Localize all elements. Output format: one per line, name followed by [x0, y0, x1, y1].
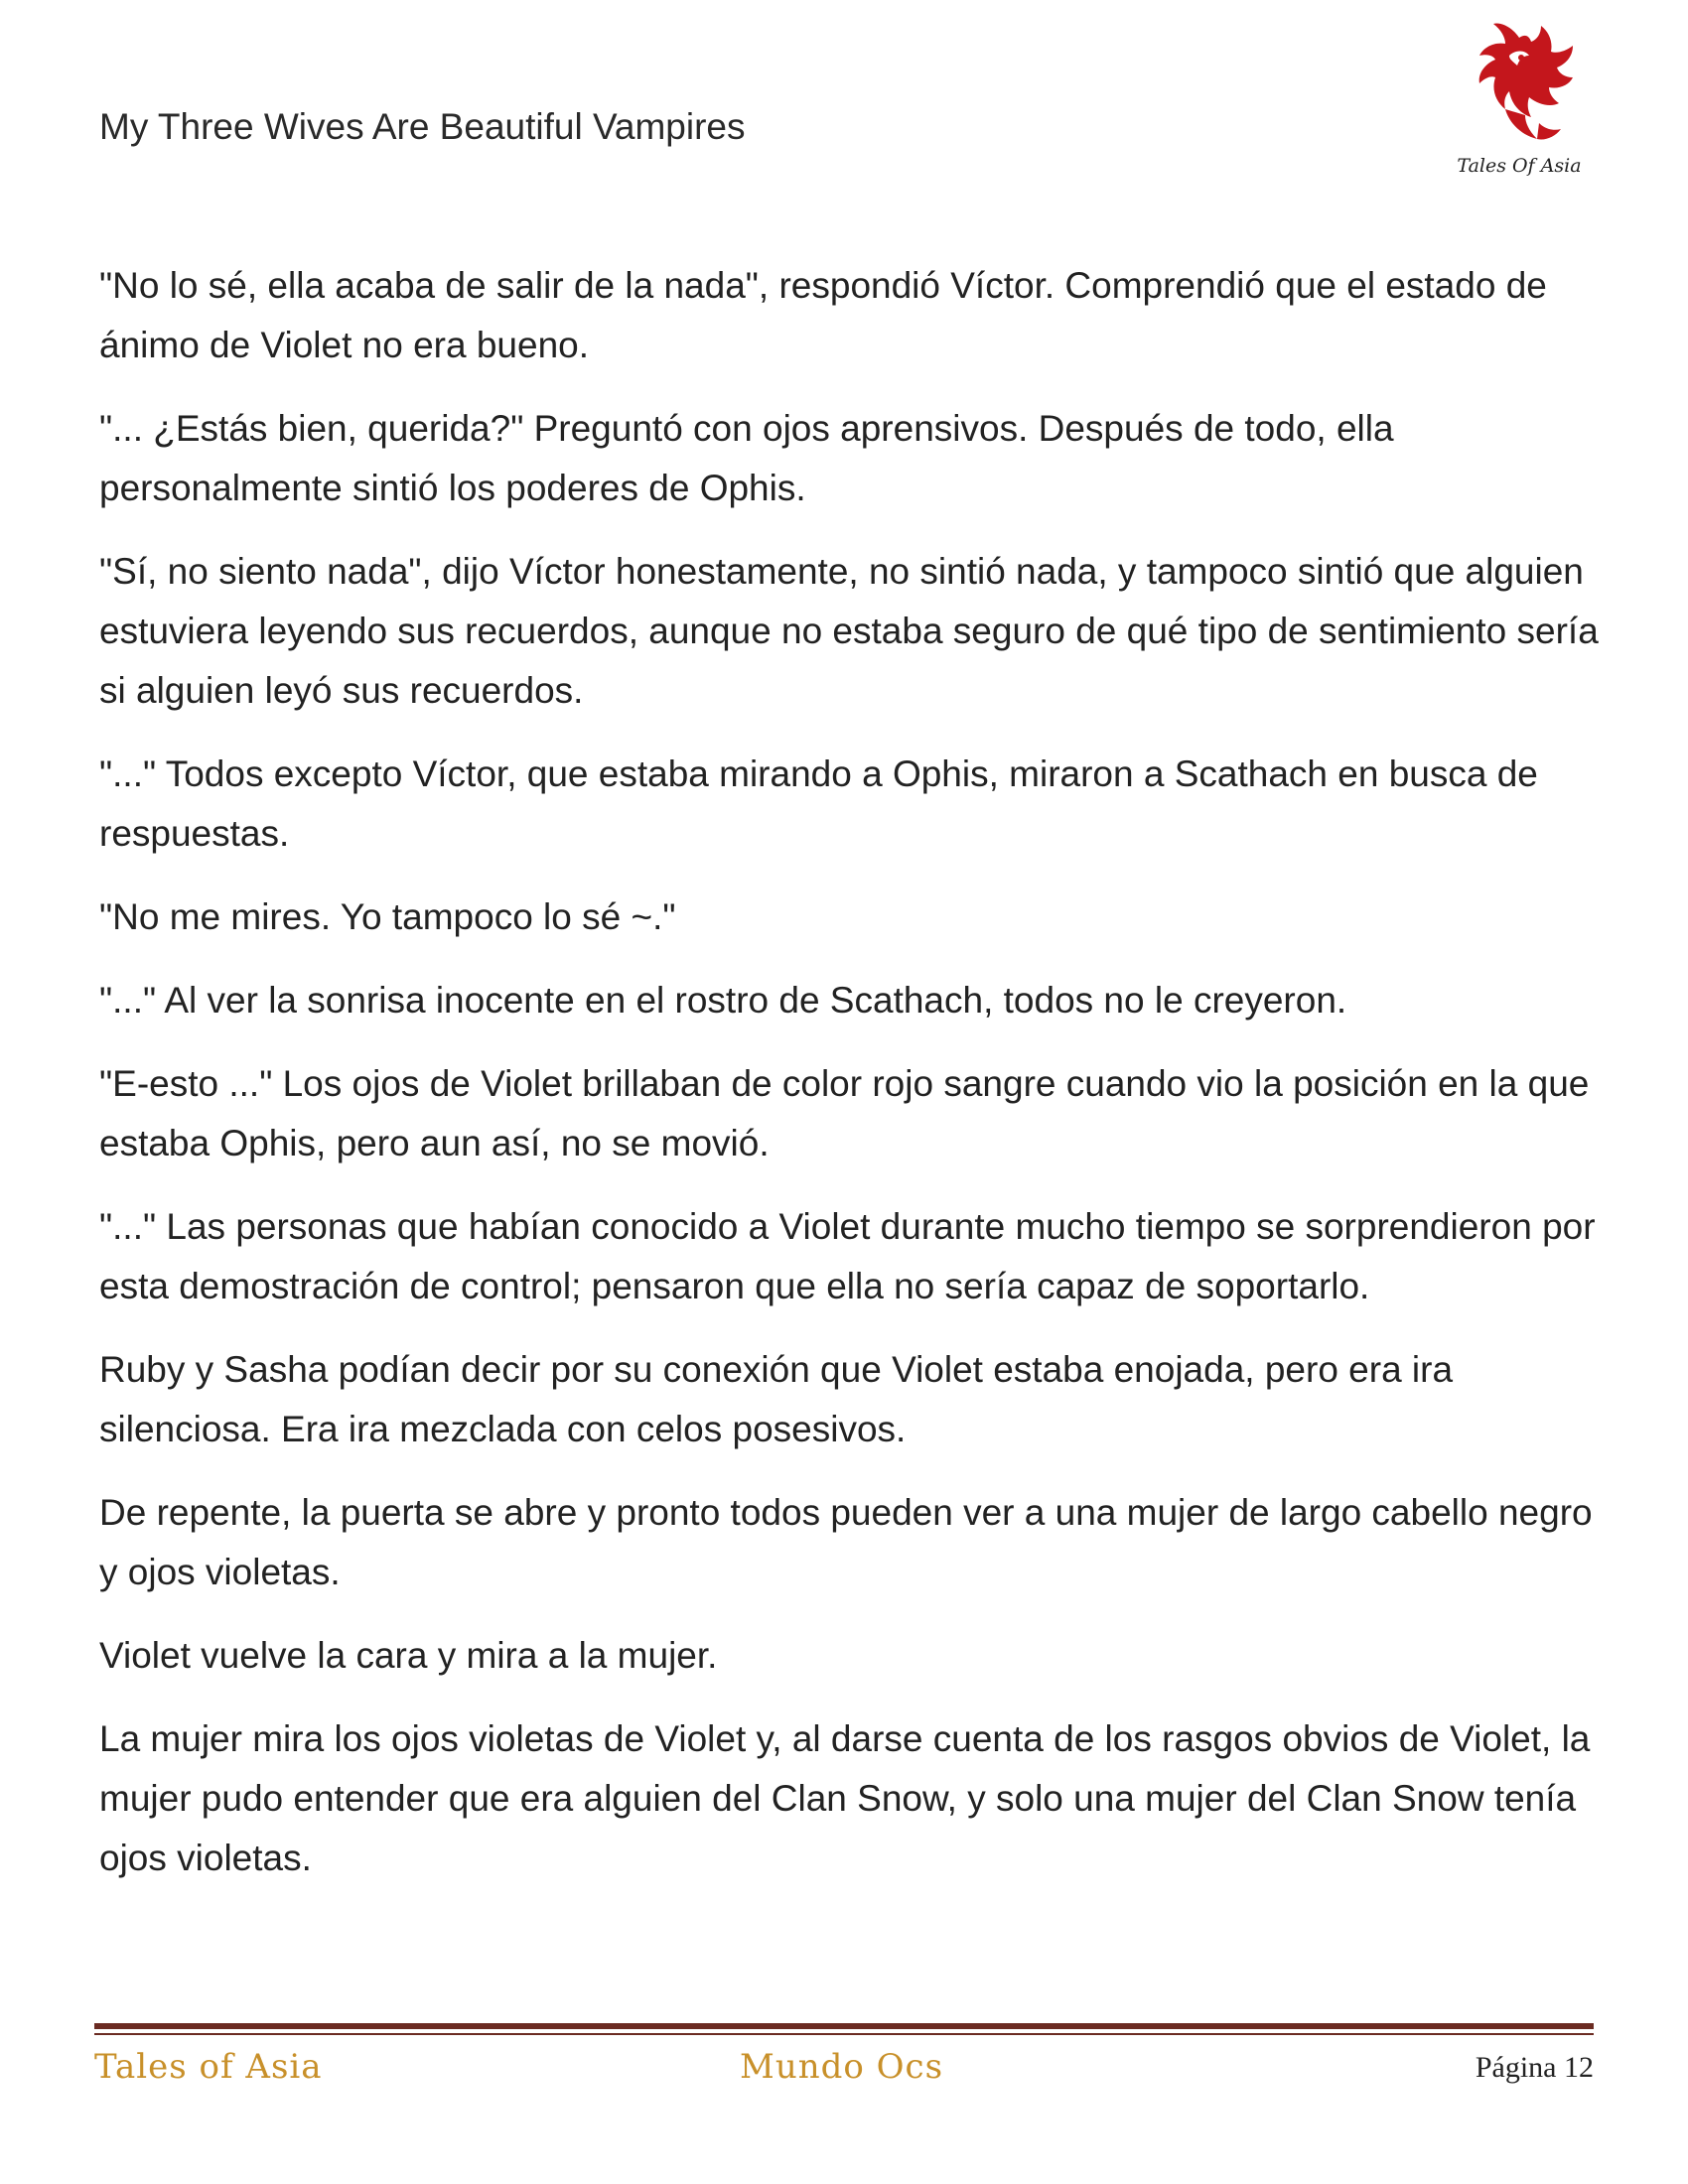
- paragraph: Ruby y Sasha podían decir por su conexión que Violet estaba enojada, pero era ira silenciosa. Era ira mezclada con celos posesivos.: [99, 1349, 1454, 1449]
- paragraph: "..." Todos excepto Víctor, que estaba mirando a Ophis, miraron a Scathach en busca de respuestas.: [99, 753, 1538, 854]
- page-header: [99, 99, 1589, 208]
- footer-section-name: Mundo Ocs: [740, 2047, 944, 2087]
- tales-of-asia-logo: [1450, 20, 1589, 179]
- paragraph: "No me mires. Yo tampoco lo sé ~.": [99, 896, 676, 937]
- paragraph: Violet vuelve la cara y mira a la mujer.: [99, 1635, 718, 1676]
- page-footer: [94, 2043, 1594, 2103]
- footer-divider-thick: [94, 2023, 1594, 2029]
- paragraph: "Sí, no siento nada", dijo Víctor honestamente, no sintió nada, y tampoco sintió que alguien estuviera leyendo sus recuerdos, aunque no estaba seguro de qué tipo de sentimiento sería si alguien leyó sus recuerdos.: [99, 551, 1599, 711]
- paragraph: "No lo sé, ella acaba de salir de la nada", respondió Víctor. Comprendió que el estado de ánimo de Violet no era bueno.: [99, 265, 1547, 365]
- footer-divider-thin: [94, 2033, 1594, 2035]
- page-number: Página 12: [1475, 2051, 1594, 2084]
- red-dragon-logo-icon: [1450, 20, 1589, 154]
- paragraph: "..." Las personas que habían conocido a Violet durante mucho tiempo se sorprendieron por esta demostración de control; pensaron que ella no sería capaz de soportarlo.: [99, 1206, 1596, 1306]
- paragraph: De repente, la puerta se abre y pronto todos pueden ver a una mujer de largo cabello negro y ojos violetas.: [99, 1492, 1593, 1592]
- paragraph: "E-esto ..." Los ojos de Violet brillaban de color rojo sangre cuando vio la posición en la que estaba Ophis, pero aun así, no se movió.: [99, 1063, 1590, 1163]
- paragraph: La mujer mira los ojos violetas de Violet y, al darse cuenta de los rasgos obvios de Violet, la mujer pudo entender que era alguien del Clan Snow, y solo una mujer del Clan Snow tenía ojos violetas.: [99, 1718, 1591, 1878]
- paragraph: "..." Al ver la sonrisa inocente en el rostro de Scathach, todos no le creyeron.: [99, 980, 1347, 1021]
- page-content: [99, 256, 1599, 1912]
- document-title: My Three Wives Are Beautiful Vampires: [99, 106, 746, 147]
- footer-site-name: Tales of Asia: [94, 2047, 323, 2087]
- logo-text: Tales Of Asia: [1457, 155, 1582, 177]
- paragraph: "... ¿Estás bien, querida?" Preguntó con ojos aprensivos. Después de todo, ella personalmente sintió los poderes de Ophis.: [99, 408, 1394, 508]
